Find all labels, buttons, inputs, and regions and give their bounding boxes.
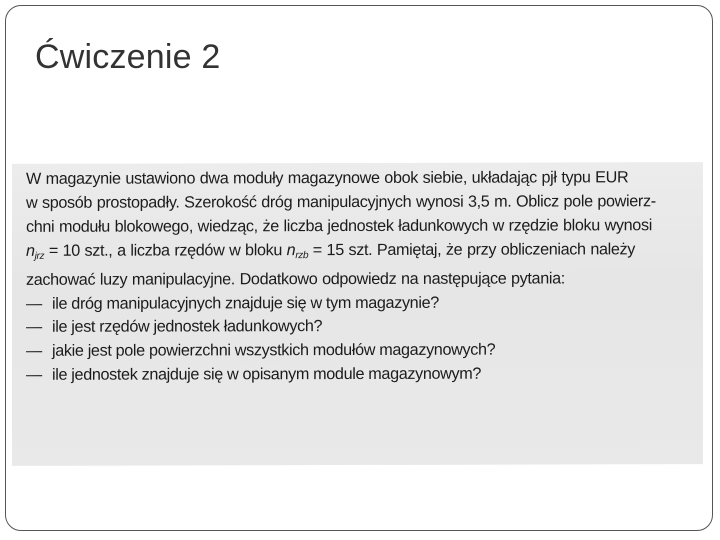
scanned-exercise-text <box>12 162 703 466</box>
question-item <box>26 338 691 364</box>
question-text: ile dróg manipulacyjnych znajduje się w tym magazynie? <box>52 293 439 313</box>
exercise-line-2: w sposób prostopadły. Szerokość dróg manipulacyjnych wynosi 3,5 m. Oblicz pole powierz- <box>26 192 656 212</box>
question-text: ile jest rzędów jednostek ładunkowych? <box>52 317 323 337</box>
question-item <box>26 291 691 317</box>
exercise-line-4 <box>26 238 691 269</box>
variable-n-jrz: n <box>26 241 35 260</box>
dash-bullet: — <box>26 318 42 337</box>
subscript-rzb: rzb <box>295 249 309 261</box>
question-item <box>26 315 691 341</box>
dash-bullet: — <box>26 366 42 385</box>
exercise-line-5: zachować luzy manipulacyjne. Dodatkowo odpowiedz na następujące pytania: <box>26 269 565 289</box>
dash-bullet: — <box>26 342 42 361</box>
question-item <box>26 362 691 388</box>
variable-n-rzb: n <box>286 240 296 259</box>
subscript-jrz: jrz <box>34 250 45 262</box>
question-text: jakie jest pole powierzchni wszystkich modułów magazynowych? <box>52 340 496 361</box>
exercise-line-3: chni modułu blokowego, wiedząc, że liczba jednostek ładunkowych w rzędzie bloku wynosi <box>26 216 652 236</box>
question-text: ile jednostek znajduje się w opisanym module magazynowym? <box>52 364 482 385</box>
slide-title: Ćwiczenie 2 <box>35 38 221 76</box>
dash-bullet: — <box>26 294 42 313</box>
exercise-line-1: W magazynie ustawiono dwa moduły magazynowe obok siebie, układając pjł typu EUR <box>26 168 629 188</box>
line-4-text-b: = 15 szt. Pamiętaj, że przy obliczeniach należy <box>308 239 636 259</box>
line-4-text-a: = 10 szt., a liczba rzędów w bloku <box>44 240 287 260</box>
